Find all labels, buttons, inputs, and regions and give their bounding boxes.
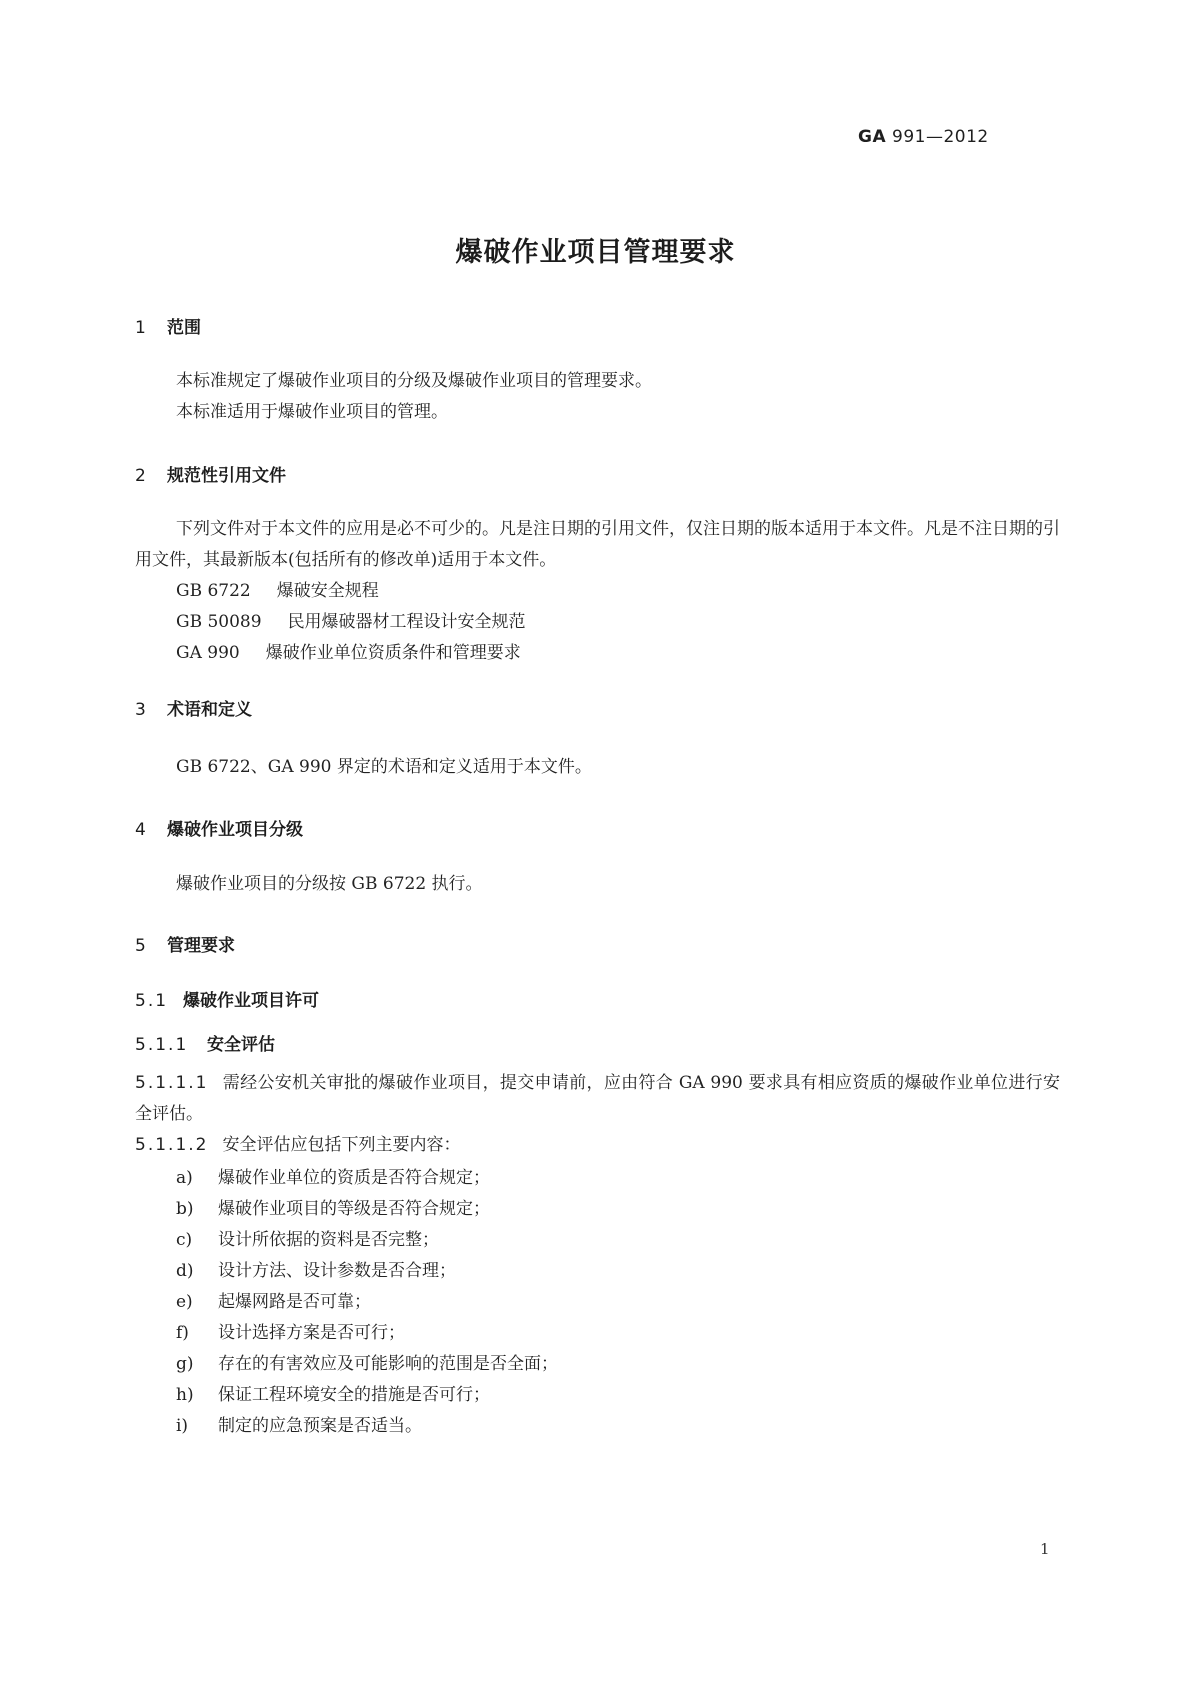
list-text: 制定的应急预案是否适当。	[218, 1416, 422, 1436]
list-marker: a)	[176, 1168, 193, 1188]
paragraph: 本标准适用于爆破作业项目的管理。	[176, 402, 448, 422]
list-marker: e)	[176, 1292, 193, 1312]
reference-code: GB 6722	[176, 581, 251, 601]
section-title: 安全评估	[207, 1035, 275, 1055]
section-5-heading	[135, 931, 235, 956]
clause-5-1-1-1	[135, 1068, 1060, 1130]
section-5-1-heading	[135, 986, 319, 1011]
list-text: 设计方法、设计参数是否合理；	[218, 1261, 456, 1281]
paragraph: 下列文件对于本文件的应用是必不可少的。凡是注日期的引用文件，仅注日期的版本适用于本文件。凡是不注日期的引用文件，其最新版本(包括所有的修改单)适用于本文件。	[135, 519, 1060, 570]
section-number: 1	[135, 318, 146, 338]
section-number: 3	[135, 700, 146, 720]
clause-text: 安全评估应包括下列主要内容：	[222, 1135, 461, 1155]
list-marker: b)	[176, 1199, 194, 1219]
list-text: 起爆网路是否可靠；	[218, 1292, 371, 1312]
reference-item	[176, 576, 379, 607]
list-marker: d)	[176, 1261, 194, 1281]
paragraph: 本标准规定了爆破作业项目的分级及爆破作业项目的管理要求。	[176, 371, 652, 391]
list-text: 存在的有害效应及可能影响的范围是否全面；	[218, 1354, 558, 1374]
paragraph: GB 6722、GA 990 界定的术语和定义适用于本文件。	[176, 757, 592, 777]
list-marker: i)	[176, 1416, 189, 1436]
section-title: 爆破作业项目分级	[167, 820, 303, 840]
standard-number: 991—2012	[892, 127, 989, 147]
list-text: 保证工程环境安全的措施是否可行；	[218, 1385, 490, 1405]
list-marker: g)	[176, 1354, 194, 1374]
clause-5-1-1-2	[135, 1130, 1060, 1161]
section-5-1-1-heading	[135, 1030, 275, 1055]
reference-item	[176, 607, 526, 638]
section-number: 5.1.1	[135, 1035, 189, 1055]
list-item	[176, 1256, 456, 1281]
clause-text: 需经公安机关审批的爆破作业项目，提交申请前，应由符合 GA 990 要求具有相应资质的爆破作业单位进行安全评估。	[135, 1073, 1060, 1124]
reference-name: 爆破作业单位资质条件和管理要求	[265, 643, 521, 663]
clause-number: 5.1.1.1	[135, 1073, 209, 1093]
page-number: 1	[1040, 1540, 1050, 1558]
clause-number: 5.1.1.2	[135, 1135, 209, 1155]
list-marker: f)	[176, 1323, 189, 1343]
section-2-heading	[135, 461, 286, 486]
list-item	[176, 1380, 490, 1405]
document-title: 爆破作业项目管理要求	[455, 237, 736, 268]
list-item	[176, 1225, 439, 1250]
section-1-heading	[135, 313, 201, 338]
list-item	[176, 1287, 371, 1312]
standard-prefix: GA	[858, 127, 887, 147]
list-marker: h)	[176, 1385, 194, 1405]
section-number: 2	[135, 466, 146, 486]
paragraph: 爆破作业项目的分级按 GB 6722 执行。	[176, 874, 483, 894]
reference-code: GB 50089	[176, 612, 262, 632]
section-number: 4	[135, 820, 146, 840]
section-number: 5.1	[135, 991, 169, 1011]
standard-code	[858, 127, 989, 147]
reference-name: 爆破安全规程	[276, 581, 379, 601]
section-3-heading	[135, 695, 252, 720]
section-number: 5	[135, 936, 146, 956]
section-title: 范围	[167, 318, 201, 338]
list-item	[176, 1194, 490, 1219]
list-item	[176, 1318, 405, 1343]
reference-item	[176, 638, 521, 669]
list-text: 设计所依据的资料是否完整；	[218, 1230, 439, 1250]
list-text: 爆破作业单位的资质是否符合规定；	[218, 1168, 490, 1188]
section-4-heading	[135, 815, 303, 840]
list-item	[176, 1163, 490, 1188]
section-title: 管理要求	[167, 936, 235, 956]
reference-name: 民用爆破器材工程设计安全规范	[287, 612, 526, 632]
list-text: 爆破作业项目的等级是否符合规定；	[218, 1199, 490, 1219]
list-marker: c)	[176, 1230, 193, 1250]
section-title: 爆破作业项目许可	[183, 991, 319, 1011]
reference-code: GA 990	[176, 643, 240, 663]
list-item	[176, 1349, 558, 1374]
section-title: 规范性引用文件	[167, 466, 286, 486]
list-item	[176, 1411, 422, 1436]
section-title: 术语和定义	[167, 700, 252, 720]
list-text: 设计选择方案是否可行；	[218, 1323, 405, 1343]
